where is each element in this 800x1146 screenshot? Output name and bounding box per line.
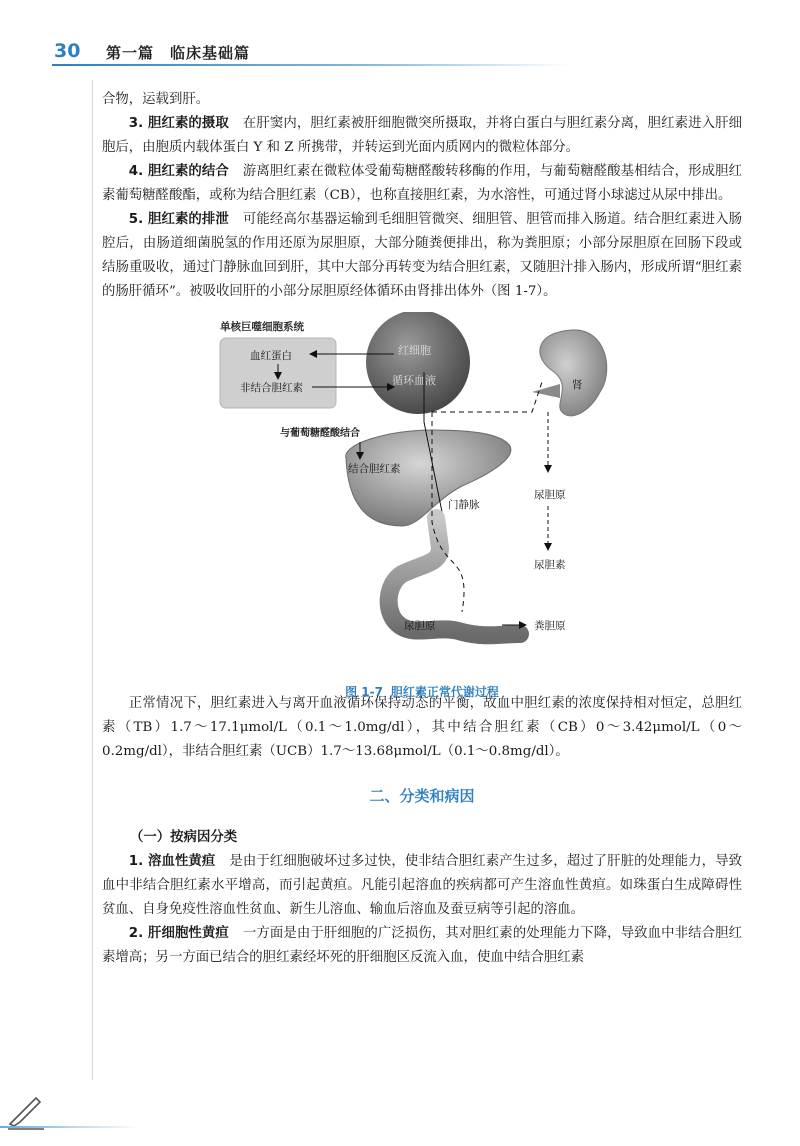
paragraph-conjugation	[102, 160, 742, 208]
margin-rule	[92, 80, 93, 1080]
metabolism-diagram	[102, 312, 742, 692]
label-stercobilinogen: 粪胆原	[534, 620, 566, 632]
label-rbc: 红细胞	[398, 344, 431, 357]
rbc-circle	[366, 312, 470, 414]
label-portal-vein: 门静脉	[448, 499, 480, 511]
text-conjugation: 游离胆红素在微粒体受葡萄糖醛酸转移酶的作用，与葡萄糖醛酸基相结合，形成胆红素葡萄糖醛酸酯，或称为结合胆红素（CB），也称直接胆红素，为水溶性，可通过肾小球滤过从尿中排出。	[102, 164, 742, 203]
caption-number: 图 1-7	[345, 685, 383, 699]
label-circulation: 循环血液	[392, 374, 436, 387]
label-hemoglobin: 血红蛋白	[250, 350, 292, 362]
paragraph-uptake	[102, 112, 742, 160]
label-mps: 单核巨噬细胞系统	[220, 321, 304, 333]
label-kidney: 肾	[572, 379, 583, 391]
term-uptake: 3. 胆红素的摄取	[128, 116, 229, 131]
intestine-shape	[389, 518, 520, 635]
label-urobilin: 尿胆素	[534, 559, 566, 571]
caption-title: 胆红素正常代谢过程	[390, 685, 499, 699]
paragraph-hemolytic	[102, 850, 742, 922]
term-hepatocellular: 2. 肝细胞性黄疸	[128, 926, 229, 941]
figure-caption	[102, 680, 742, 704]
paragraph-hepatocellular	[102, 922, 742, 970]
label-urobilinogen-gut: 尿胆原	[404, 620, 436, 632]
header-rule	[52, 64, 572, 66]
part-title: 第一篇 临床基础篇	[106, 44, 251, 62]
term-conjugation: 4. 胆红素的结合	[128, 164, 229, 179]
section-heading: 二、分类和病因	[369, 787, 475, 805]
renal-vessels	[532, 384, 560, 398]
text-hepatocellular: 一方面是由于肝细胞的广泛损伤，其对胆红素的处理能力下降，导致血中非结合胆红素增高；另一方面已结合的胆红素经坏死的肝细胞区反流入血，使血中结合胆红素	[102, 926, 742, 965]
term-hemolytic: 1. 溶血性黄疸	[128, 854, 216, 869]
label-urobilinogen-kidney: 尿胆原	[534, 489, 566, 501]
paragraph-continued: 合物，运载到肝。	[102, 92, 210, 107]
footer-rule	[0, 1126, 140, 1128]
label-ucb: 非结合胆红素	[240, 382, 303, 394]
paragraph-normal-values: 正常情况下，胆红素进入与离开血液循环保持动态的平衡，故血中胆红素的浓度保持相对恒定，总胆红素（TB）1.7～17.1μmol/L（0.1～1.0mg/dl），其中结合胆红素（CB）0～3.42μmol/L（0～0.2mg/dl），非结合胆红素（UCB）1.7～13.68μmol/L（0.1～0.8mg/dl）。	[102, 696, 742, 759]
text-hemolytic: 是由于红细胞破坏过多过快，使非结合胆红素产生过多，超过了肝脏的处理能力，导致血中非结合胆红素水平增高，而引起黄疸。凡能引起溶血的疾病都可产生溶血性黄疸。如珠蛋白生成障碍性贫血、自身免疫性溶血性贫血、新生儿溶血、输血后溶血及蚕豆病等引起的溶血。	[102, 854, 742, 917]
page-body	[102, 88, 742, 970]
subsection-heading: （一）按病因分类	[130, 830, 238, 845]
text-uptake: 在肝窦内，胆红素被肝细胞微突所摄取，并将白蛋白与胆红素分离，胆红素进入肝细胞后，由胞质内载体蛋白 Y 和 Z 所携带，并转运到光面内质网内的微粒体部分。	[102, 116, 742, 155]
page-header	[0, 0, 800, 68]
kidney-shape	[540, 330, 607, 416]
paragraph-excretion	[102, 208, 742, 304]
label-glucuronic: 与葡萄糖醛酸结合	[280, 428, 360, 439]
text-excretion: 可能经高尔基器运输到毛细胆管微突、细胆管、胆管而排入肠道。结合胆红素进入肠腔后，由肠道细菌脱氢的作用还原为尿胆原，大部分随粪便排出，称为粪胆原；小部分尿胆原在回肠下段或结肠重吸收，通过门静脉血回到肝，其中大部分再转变为结合胆红素，又随胆汁排入肠内，形成所谓“胆红素的肠肝循环”。被吸收回肝的小部分尿胆原经体循环由肾排出体外（图 1-7）。	[102, 212, 742, 299]
term-excretion: 5. 胆红素的排泄	[128, 212, 229, 227]
label-cb: 结合胆红素	[348, 463, 401, 475]
figure-bilirubin-metabolism	[102, 312, 742, 699]
page-number: 30	[54, 40, 81, 62]
